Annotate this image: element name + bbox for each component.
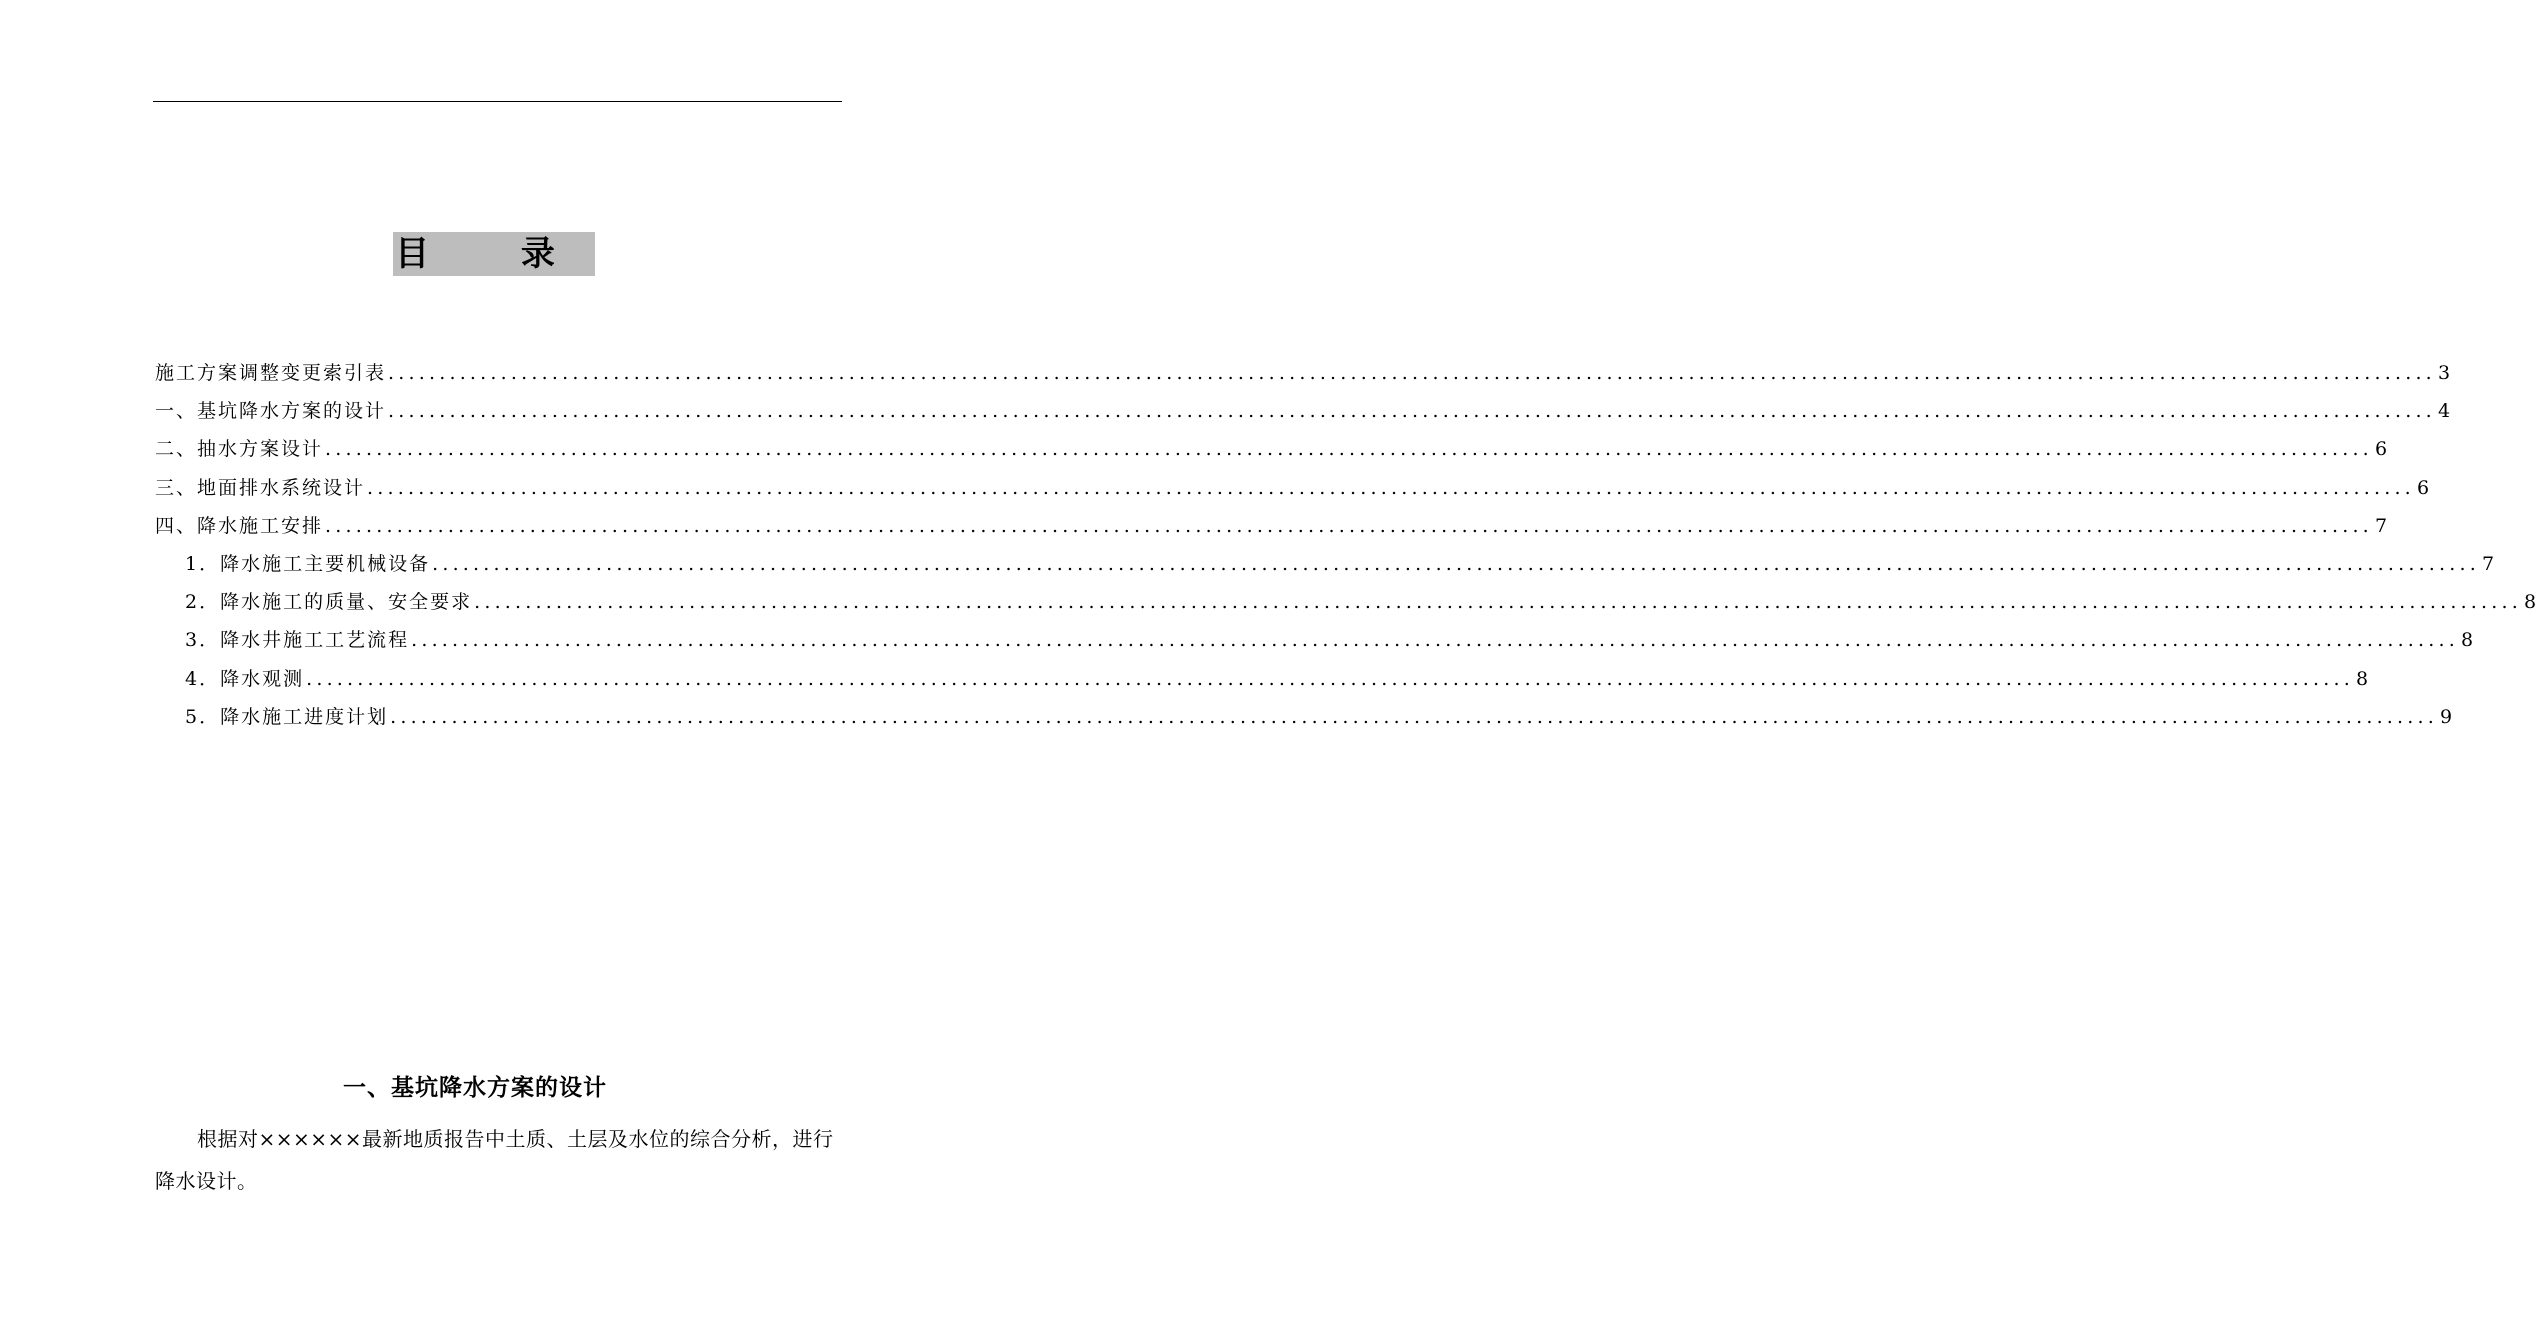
table-of-contents bbox=[155, 354, 2536, 736]
toc-entry-label: 施工方案调整变更索引表 bbox=[155, 362, 387, 384]
toc-entry-page: 7 bbox=[2374, 514, 2388, 537]
toc-leader-dots: ........................................................................................................................................................................................................ bbox=[388, 400, 2436, 423]
toc-subentry[interactable] bbox=[155, 660, 2369, 698]
toc-leader-dots: ........................................................................................................................................................................................................ bbox=[325, 438, 2373, 461]
toc-title: 目 录 bbox=[395, 234, 595, 274]
toc-subentry[interactable] bbox=[155, 621, 2474, 659]
toc-entry-label: 3．降水井施工工艺流程 bbox=[185, 629, 410, 652]
toc-entry-label: 1．降水施工主要机械设备 bbox=[185, 552, 431, 575]
toc-entry-label: 三、地面排水系统设计 bbox=[155, 476, 366, 499]
toc-entry-page: 6 bbox=[2374, 438, 2388, 461]
header-rule bbox=[153, 101, 842, 102]
toc-entry-label: 2．降水施工的质量、安全要求 bbox=[185, 591, 473, 614]
toc-subentry[interactable] bbox=[155, 545, 2495, 583]
toc-entry-page: 8 bbox=[2524, 591, 2536, 614]
toc-leader-dots: ........................................................................................................................................................................................................ bbox=[306, 667, 2355, 690]
toc-leader-dots: ........................................................................................................................................................................................................ bbox=[325, 514, 2373, 537]
toc-title-wrap bbox=[0, 232, 950, 276]
toc-leader-dots: ........................................................................................................................................................................................................ bbox=[411, 629, 2460, 652]
toc-entry-label: 4．降水观测 bbox=[185, 667, 305, 690]
toc-subentry[interactable] bbox=[155, 698, 2453, 736]
toc-entry-page: 6 bbox=[2416, 476, 2430, 499]
toc-subentry[interactable] bbox=[155, 583, 2536, 621]
toc-entry[interactable] bbox=[155, 430, 2388, 468]
toc-entry-page: 3 bbox=[2437, 362, 2451, 384]
toc-entry-page: 7 bbox=[2482, 552, 2495, 575]
toc-leader-dots: ........................................................................................................................................................................................................ bbox=[388, 362, 2436, 384]
toc-entry-page: 8 bbox=[2356, 667, 2369, 690]
toc-entry[interactable] bbox=[155, 354, 2451, 392]
toc-entry-label: 一、基坑降水方案的设计 bbox=[155, 400, 387, 423]
body-paragraph: 根据对××××××最新地质报告中土质、土层及水位的综合分析，进行降水设计。 bbox=[155, 1127, 834, 1193]
toc-entry-label: 5．降水施工进度计划 bbox=[185, 705, 389, 728]
toc-entry-page: 4 bbox=[2437, 400, 2451, 423]
toc-entry[interactable] bbox=[155, 392, 2451, 430]
toc-entry-page: 8 bbox=[2461, 629, 2474, 652]
section-heading: 一、基坑降水方案的设计 bbox=[343, 1075, 607, 1101]
toc-entry[interactable] bbox=[155, 469, 2430, 507]
toc-leader-dots: ........................................................................................................................................................................................................ bbox=[367, 476, 2415, 499]
toc-leader-dots: ........................................................................................................................................................................................................ bbox=[474, 591, 2523, 614]
toc-leader-dots: ........................................................................................................................................................................................................ bbox=[390, 705, 2439, 728]
toc-entry-page: 9 bbox=[2440, 705, 2453, 728]
toc-entry-label: 四、降水施工安排 bbox=[155, 514, 324, 537]
toc-entry-label: 二、抽水方案设计 bbox=[155, 438, 324, 461]
toc-entry[interactable] bbox=[155, 507, 2388, 545]
toc-leader-dots: ........................................................................................................................................................................................................ bbox=[432, 552, 2481, 575]
